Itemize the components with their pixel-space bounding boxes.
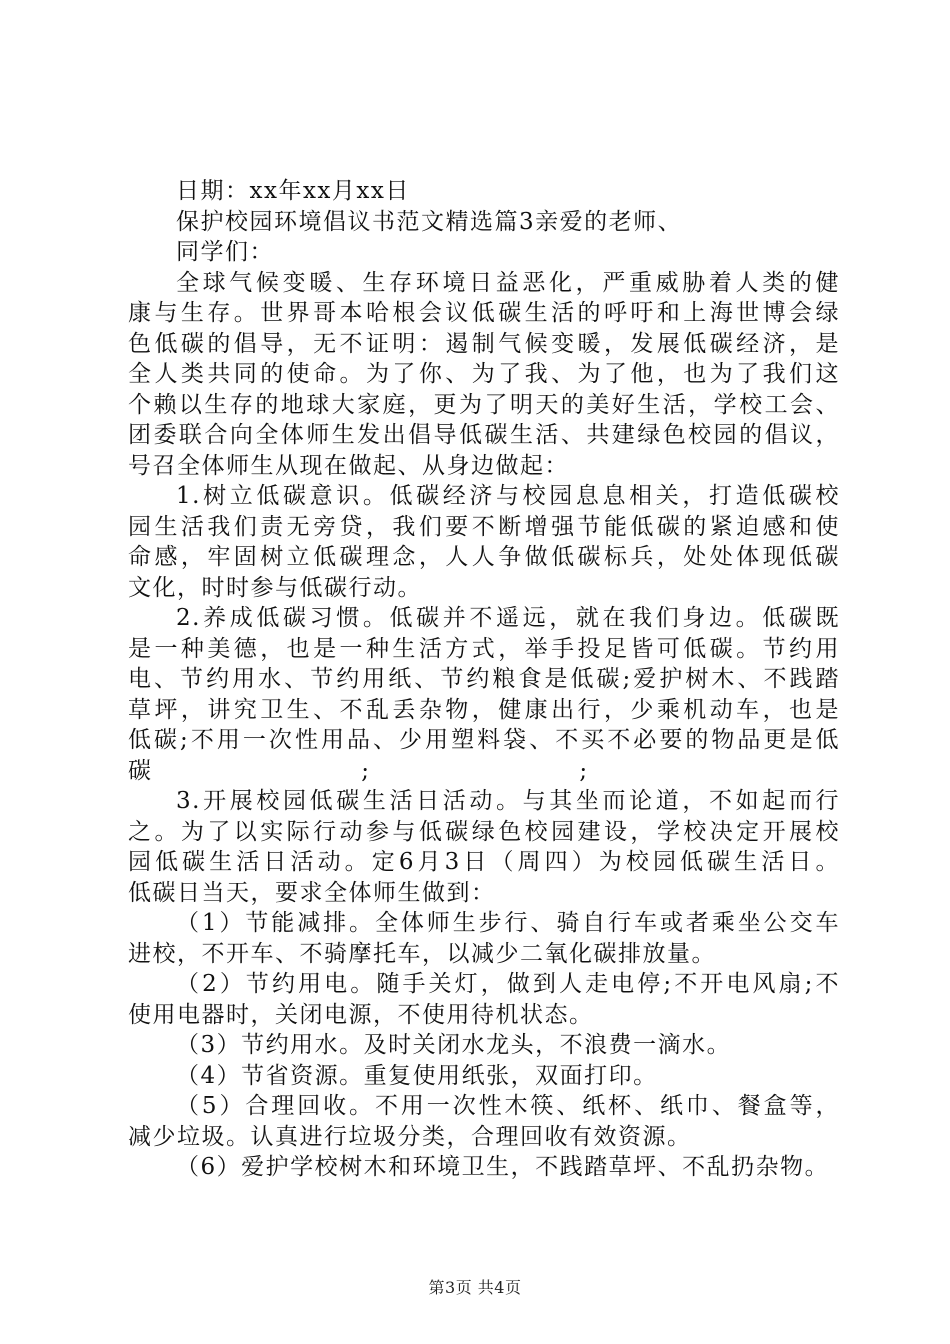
item-line: 低碳;不用一次性用品、少用塑料袋、不买不必要的物品更是低 — [128, 727, 840, 753]
paragraph-line: 康与生存。世界哥本哈根会议低碳生活的呼吁和上海世博会绿 — [128, 300, 840, 326]
page-number-footer: 第3页 共4页 — [428, 1278, 522, 1297]
item-line: 是一种美德，也是一种生活方式，举手投足皆可低碳。节约用 — [128, 635, 840, 662]
sub-item-line: 减少垃圾。认真进行垃圾分类，合理回收有效资源。 — [128, 1123, 692, 1150]
paragraph-line: 全球气候变暖、生存环境日益恶化，严重威胁着人类的健 — [176, 269, 840, 296]
sub-item-line: 使用电器时，关闭电源，不使用待机状态。 — [128, 1001, 594, 1028]
item-line: 命感，牢固树立低碳理念，人人争做低碳标兵，处处体现低碳 — [128, 544, 840, 570]
sub-item-line: （4）节省资源。重复使用纸张，双面打印。 — [176, 1062, 658, 1089]
paragraph-line: 号召全体师生从现在做起、从身边做起： — [128, 452, 569, 479]
paragraph-line: 个赖以生存的地球大家庭，更为了明天的美好生活，学校工会、 — [128, 391, 840, 418]
item-line: 低碳日当天，要求全体师生做到： — [128, 879, 496, 906]
paragraph-line: 色低碳的倡导，无不证明：遏制气候变暖，发展低碳经济，是 — [128, 330, 840, 357]
item-line: 草坪，讲究卫生、不乱丢杂物，健康出行，少乘机动车，也是 — [128, 696, 840, 723]
document-body — [128, 176, 840, 1183]
item-line: 1.树立低碳意识。低碳经济与校园息息相关，打造低碳校 — [176, 483, 840, 509]
item-line: 3.开展校园低碳生活日活动。与其坐而论道，不如起而行 — [176, 788, 840, 814]
item-line: 园生活我们责无旁贷，我们要不断增强节能低碳的紧迫感和使 — [128, 513, 840, 540]
title-line: 保护校园环境倡议书范文精选篇3亲爱的老师、 — [176, 208, 683, 235]
sub-item-line: （5）合理回收。不用一次性木筷、纸杯、纸巾、餐盒等， — [176, 1093, 840, 1119]
sub-item-line: （6）爱护学校树木和环境卫生，不践踏草坪、不乱扔杂物。 — [176, 1154, 830, 1180]
item-line: 文化，时时参与低碳行动。 — [128, 574, 422, 601]
item-line: 园低碳生活日活动。定6月3日（周四）为校园低碳生活日。 — [128, 849, 840, 875]
item-line: 之。为了以实际行动参与低碳绿色校园建设，学校决定开展校 — [128, 818, 840, 845]
date-line: 日期：xx年xx月xx日 — [176, 178, 410, 204]
sub-item-line: （3）节约用水。及时关闭水龙头，不浪费一滴水。 — [176, 1032, 732, 1058]
item-line: 电、节约用水、节约用纸、节约粮食是低碳;爱护树木、不践踏 — [128, 666, 840, 692]
salutation-line: 同学们： — [176, 239, 274, 265]
sub-item-line: （2）节约用电。随手关灯，做到人走电停;不开电风扇;不 — [176, 971, 840, 997]
paragraph-line: 全人类共同的使命。为了你、为了我、为了他，也为了我们这 — [128, 361, 840, 387]
sub-item-line: 进校，不开车、不骑摩托车，以减少二氧化碳排放量。 — [128, 940, 716, 967]
paragraph-line: 团委联合向全体师生发出倡导低碳生活、共建绿色校园的倡议， — [128, 422, 840, 448]
item-line: 2.养成低碳习惯。低碳并不遥远，就在我们身边。低碳既 — [176, 605, 840, 631]
sub-item-line: （1）节能减排。全体师生步行、骑自行车或者乘坐公交车 — [176, 910, 840, 936]
item-line: 碳 ; ; — [128, 757, 589, 784]
